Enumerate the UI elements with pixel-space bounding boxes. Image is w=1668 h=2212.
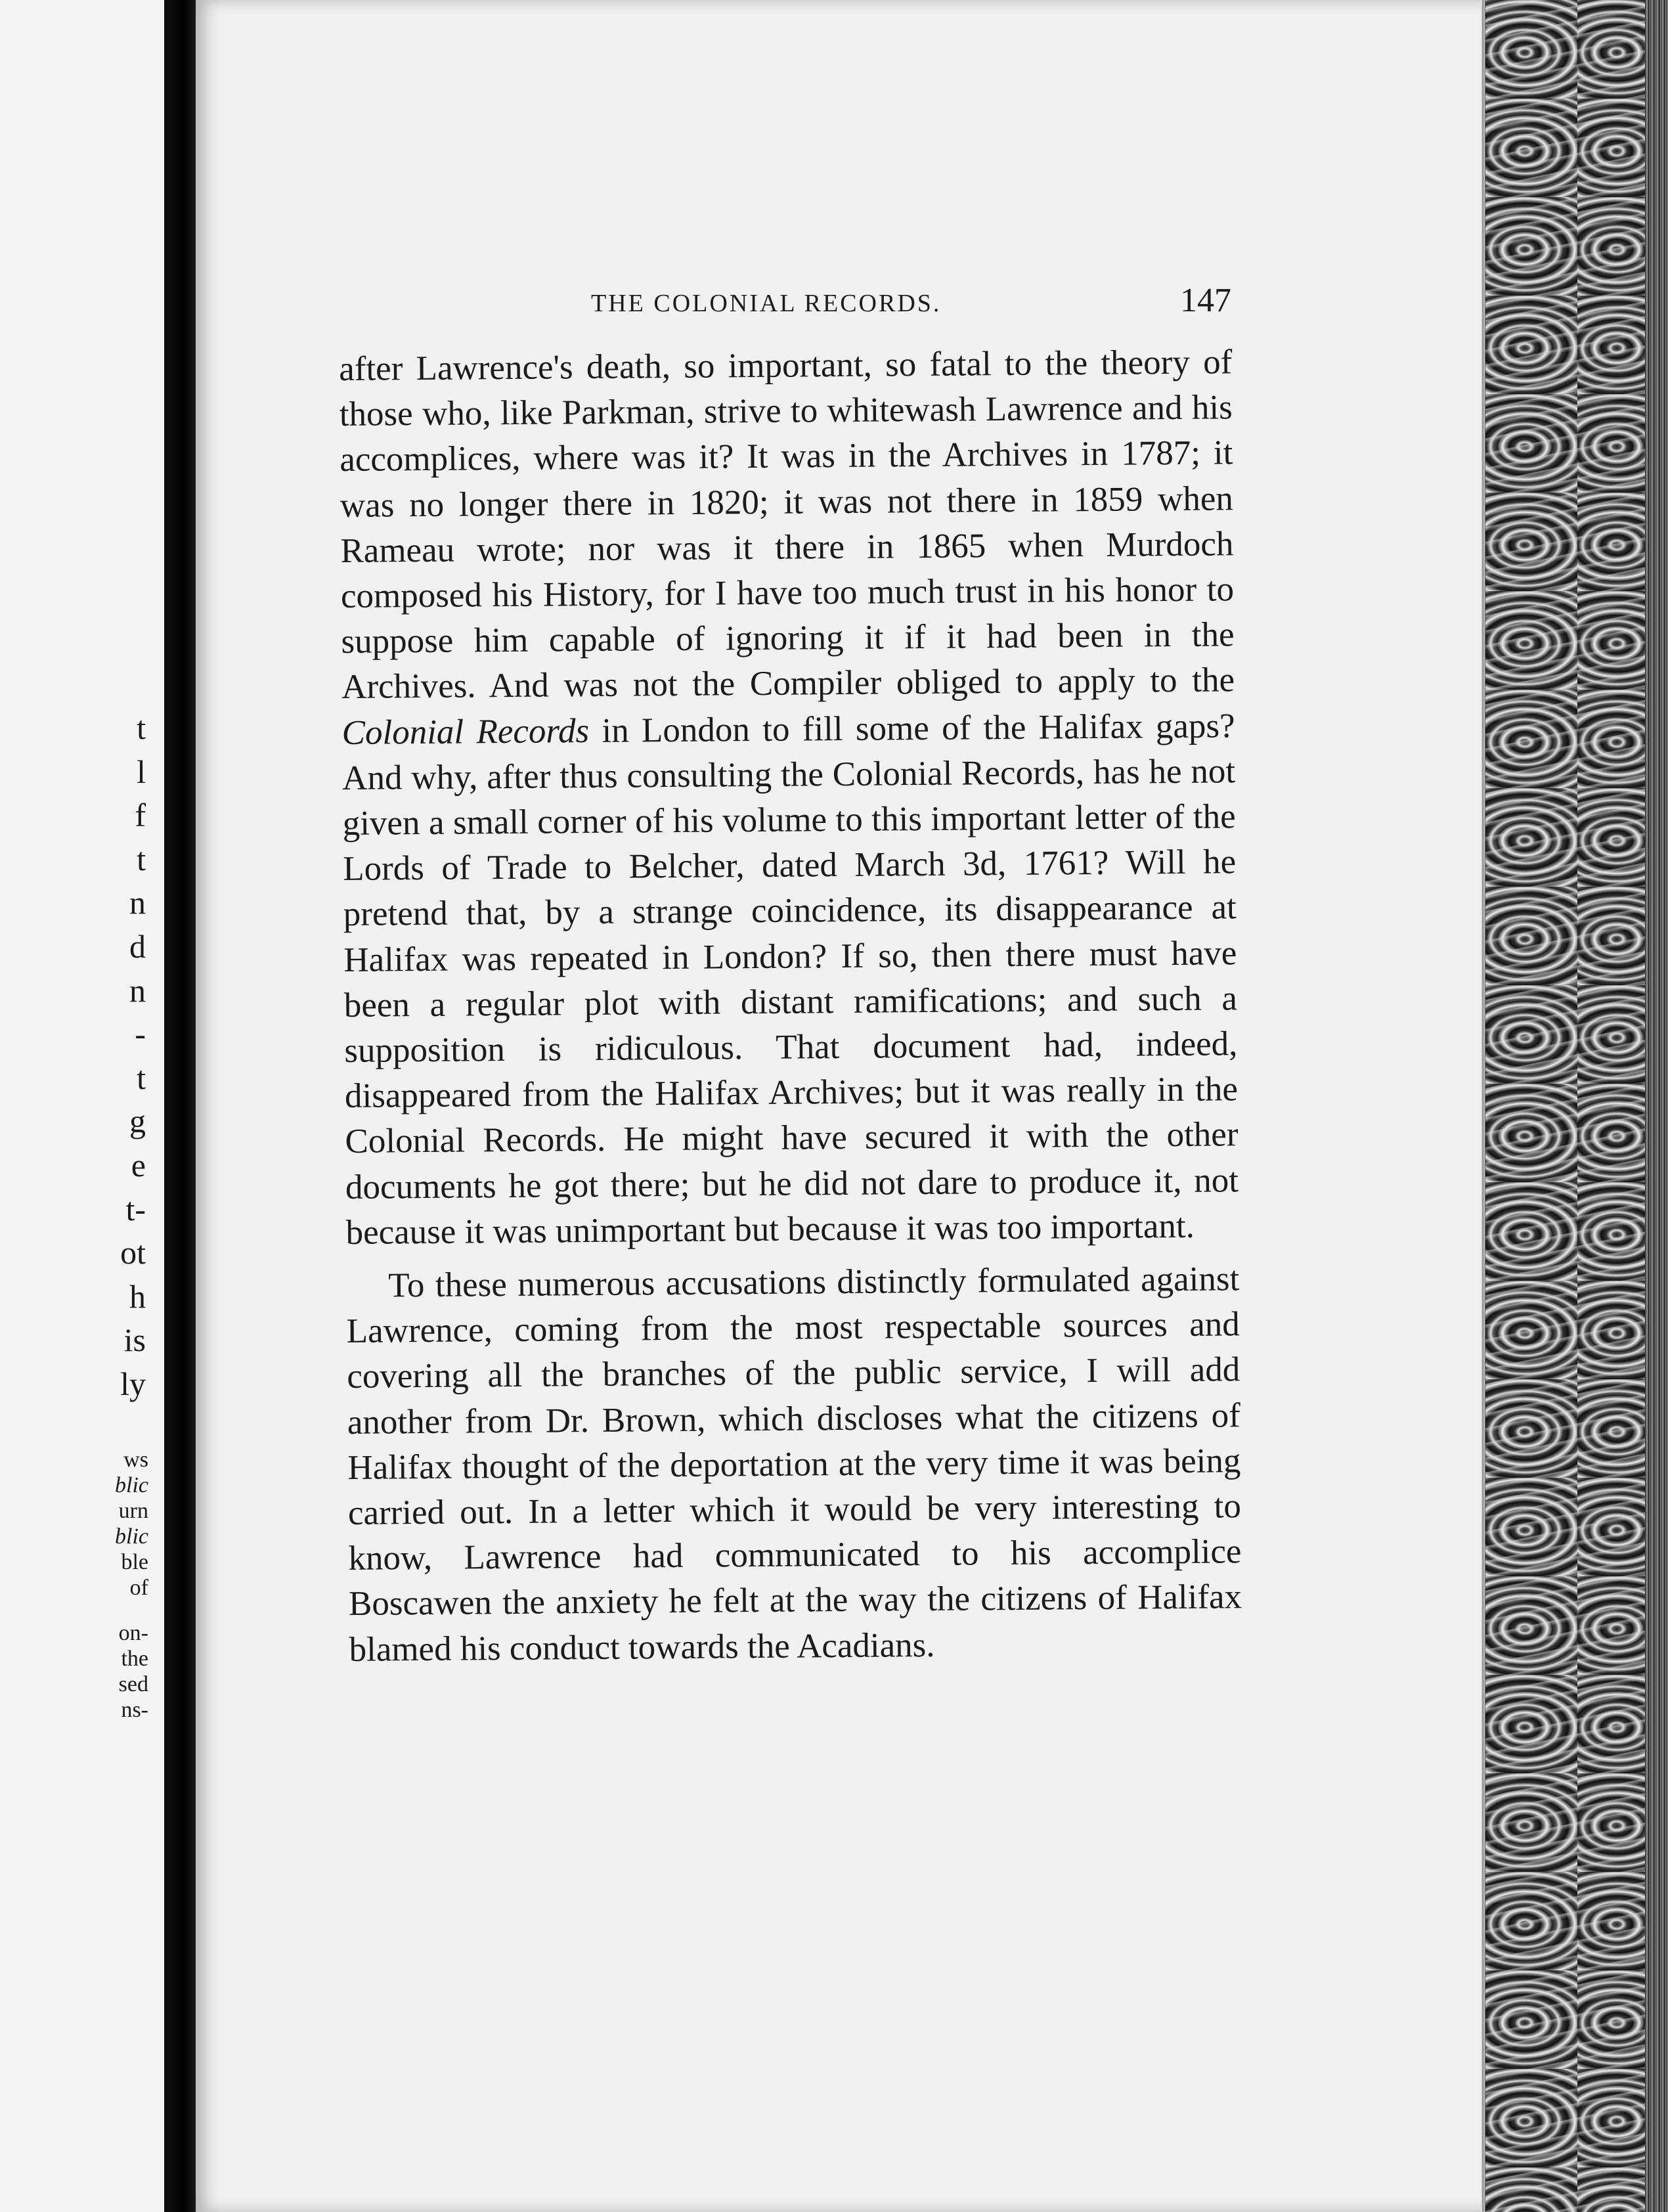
paragraph-text: in London to fill some of the Halifax gaps? And why, after thus consulting the Colonial Records, has he not given a small corner of his volume to this important letter of the Lords of Trade to Belcher, dated March 3d, 1761? Will he pretend that, by a strange coincidence, its disappearance at Halifax was repeated in London? If so, then there must have been a regular plot with distant ramifications; and such a supposition is ridiculous. That document had, indeed, disappeared from the Halifax Archives; but it was really in the Colonial Records. He might have secured it with the other documents he got there; but he did not dare to produce it, not because it was unimportant but because it was too important. [341, 706, 1239, 1252]
page-edges-right [1645, 0, 1668, 2212]
line-end: f [135, 797, 146, 834]
line-end: l [137, 753, 146, 790]
line-end: e [131, 1146, 146, 1183]
footnote-line-end: sed [118, 1671, 148, 1696]
italic-title: Colonial Records [341, 711, 590, 752]
footnote-line-end: blic [115, 1524, 148, 1549]
footnote-line-end: ns- [121, 1697, 148, 1722]
line-end: is [123, 1321, 146, 1359]
page-header [591, 281, 1231, 327]
line-end: h [129, 1277, 146, 1315]
line-end: n [129, 971, 146, 1009]
book-gutter [164, 0, 196, 2212]
marbled-endpaper [1485, 0, 1668, 2212]
footnote-gap [0, 1406, 158, 1447]
running-head: THE COLONIAL RECORDS. [591, 290, 942, 317]
page-number: 147 [1180, 282, 1231, 319]
footnote-line-end: blic [115, 1472, 148, 1497]
line-end: t- [125, 1190, 146, 1228]
line-end: t [137, 840, 146, 877]
line-end: ot [120, 1234, 146, 1272]
paragraph-text: after Lawrence's death, so important, so fatal to the theory of those who, like Parkman, strive to whitewash Lawrence and his accomplices, where was it? It was in the Archives in 1787; it was no longer there in 1820; it was not there in 1859 when Rameau wrote; nor was it there in 1865 when Murdoch composed his History, for I have too much trust in his honor to suppose him capable of ignoring it if it had been in the Archives. And was not the Compiler obliged to apply to the [339, 343, 1235, 707]
footnote-gap [0, 1601, 158, 1620]
line-end: t [137, 709, 146, 746]
previous-page-text [0, 706, 158, 1723]
footnote-line-end: urn [118, 1498, 148, 1523]
footnote-line-end: ws [123, 1447, 148, 1472]
paragraph: To these numerous accusations distinctly formulated against Lawrence, coming from the most respectable sources and covering all the branches of the public service, I will add another from Dr. Brown, which discloses what the citizens of Halifax thought of the deportation at the very time it was being carried out. In a letter which it would be very interesting to know, Lawrence had communicated to his accomplice Boscawen the anxiety he felt at the way the citizens of Halifax blamed his conduct towards the Acadians. [346, 1260, 1242, 1669]
line-end: n [129, 884, 146, 921]
footnote-line-end: the [121, 1646, 148, 1671]
previous-page-fragment [0, 0, 164, 2212]
line-end: t [137, 1059, 146, 1096]
footnote-line-end: of [129, 1575, 148, 1600]
line-end: ly [120, 1365, 146, 1402]
line-end: d [129, 927, 146, 965]
footnote-line-end: ble [121, 1549, 148, 1574]
line-end: g [129, 1103, 146, 1140]
paragraph [339, 340, 1239, 1256]
body-text [339, 340, 1242, 1673]
line-end: - [135, 1015, 146, 1053]
footnote-line-end: on- [118, 1620, 148, 1645]
